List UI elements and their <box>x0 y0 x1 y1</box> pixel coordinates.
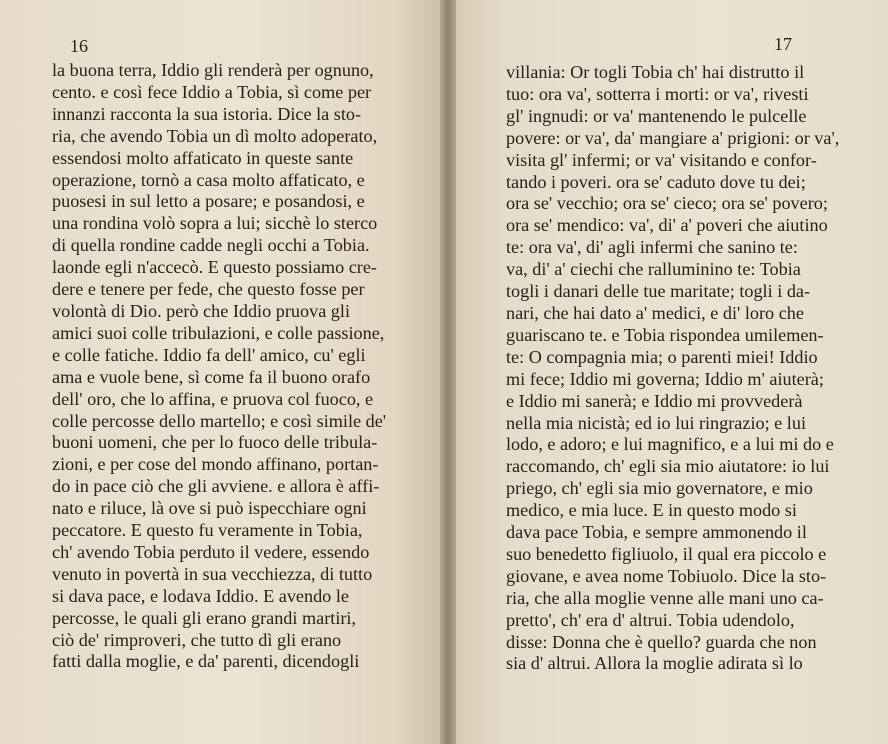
text-line: si dava pace, e lodava Iddio. E avendo le <box>52 585 349 606</box>
text-line: la buona terra, Iddio gli renderà per ognuno, <box>52 60 374 80</box>
right-page <box>456 0 888 744</box>
text-line: ora se' vecchio; ora se' cieco; ora se' povero; <box>506 193 828 214</box>
text-line: mi fece; Iddio mi governa; Iddio m' aiuterà; <box>506 368 824 389</box>
text-line: te: ora va', di' agli infermi che sanino te: <box>506 237 798 258</box>
left-page <box>0 0 440 744</box>
text-line: va, di' a' ciechi che ralluminino te: Tobia <box>506 259 801 280</box>
text-line: nella mia nicistà; ed io lui ringrazio; e lui <box>506 412 807 433</box>
text-line: villania: Or togli Tobia ch' hai distrutto il <box>506 62 805 82</box>
text-line: peccatore. E questo fu veramente in Tobia, <box>52 520 363 541</box>
text-line: dava pace Tobia, e sempre ammonendo il <box>506 522 807 543</box>
page-number-left: 16 <box>70 36 88 56</box>
text-line: laonde egli n'accecò. E questo possiamo cre- <box>52 257 377 278</box>
text-line: amici suoi colle tribulazioni, e colle passione, <box>52 322 385 343</box>
text-line: di quella rondine cadde negli occhi a Tobia. <box>52 235 370 256</box>
text-line: e Iddio mi sanerà; e Iddio mi provvederà <box>506 390 803 411</box>
text-line: ria, che alla moglie venne alle mani uno ca- <box>506 587 824 608</box>
text-line: una rondina volò sopra a lui; sicchè lo sterco <box>52 213 378 234</box>
text-line: zioni, e per cose del mondo affinano, portan- <box>52 454 379 475</box>
text-line: colle percosse dello martello; e così simile de' <box>52 410 387 431</box>
text-line: venuto in povertà in sua vecchiezza, di tutto <box>52 563 373 584</box>
right-page-text <box>506 62 839 675</box>
text-line: disse: Donna che è quello? guarda che non <box>506 631 817 652</box>
text-line: dere e tenere per fede, che questo fosse per <box>52 279 365 300</box>
text-line: percosse, le quali gli erano grandi martiri, <box>52 607 357 628</box>
text-line: suo benedetto figliuolo, il qual era piccolo e <box>506 543 827 564</box>
text-line: do in pace ciò che gli avviene. e allora è affi- <box>52 476 380 497</box>
text-line: priego, ch' egli sia mio governatore, e mio <box>506 478 813 499</box>
text-line: nato e riluce, là ove si può ispecchiare ogni <box>52 498 367 519</box>
text-line: buoni uomeni, che per lo fuoco delle tribula- <box>52 432 378 453</box>
text-line: operazione, tornò a casa molto affaticato, e <box>52 169 365 190</box>
text-line: lodo, e adoro; e lui magnifico, e a lui mi do e <box>506 434 834 455</box>
left-page-text <box>52 60 386 673</box>
text-line: pretto', ch' era d' altrui. Tobia udendolo, <box>506 609 795 630</box>
text-line: togli i danari delle tue maritate; togli i da- <box>506 281 811 302</box>
text-line: raccomando, ch' egli sia mio aiutatore: io lui <box>506 456 830 477</box>
text-line: volontà di Dio. però che Iddio pruova gli <box>52 300 351 321</box>
text-line: innanzi racconta la sua istoria. Dice la sto- <box>52 103 362 124</box>
text-line: ama e vuole bene, sì come fa il buono orafo <box>52 366 371 387</box>
page-number-right: 17 <box>774 34 792 54</box>
text-line: gl' ingnudi: or va' mantenendo le pulcelle <box>506 105 807 126</box>
text-line: povere: or va', da' mangiare a' prigioni: or va', <box>506 127 840 148</box>
text-line: ora se' mendico: va', di' a' poveri che aiutino <box>506 215 828 236</box>
text-line: ria, che avendo Tobia un dì molto adoperato, <box>52 125 378 146</box>
text-line: ch' avendo Tobia perduto il vedere, essendo <box>52 541 370 562</box>
text-line: guariscano te. e Tobia rispondea umilemen- <box>506 324 824 345</box>
text-line: fatti dalla moglie, e da' parenti, dicendogli <box>52 651 360 672</box>
text-line: essendosi molto affaticato in queste sante <box>52 147 354 168</box>
text-line: ciò de' rimproveri, che tutto dì gli erano <box>52 629 342 650</box>
text-line: puosesi in sul letto a posare; e posandosi, e <box>52 191 365 212</box>
book-gutter <box>440 0 456 744</box>
text-line: dell' oro, che lo affina, e pruova col fuoco, e <box>52 388 374 409</box>
text-line: medico, e mia luce. E in questo modo si <box>506 500 797 521</box>
text-line: nari, che hai dato a' medici, e di' loro che <box>506 302 804 323</box>
text-line: te: O compagnia mia; o parenti miei! Iddio <box>506 346 818 367</box>
text-line: visita gl' infermi; or va' visitando e confor- <box>506 149 817 170</box>
text-line: tuo: ora va', sotterra i morti: or va', rivesti <box>506 83 809 104</box>
text-line: giovane, e avea nome Tobiuolo. Dice la sto- <box>506 565 827 586</box>
text-line: sia d' altrui. Allora la moglie adirata sì lo <box>506 653 803 674</box>
text-line: e colle fatiche. Iddio fa dell' amico, cu' egli <box>52 344 366 365</box>
text-line: tando i poveri. ora se' caduto dove tu dei; <box>506 171 806 192</box>
text-line: cento. e così fece Iddio a Tobia, sì come per <box>52 81 372 102</box>
